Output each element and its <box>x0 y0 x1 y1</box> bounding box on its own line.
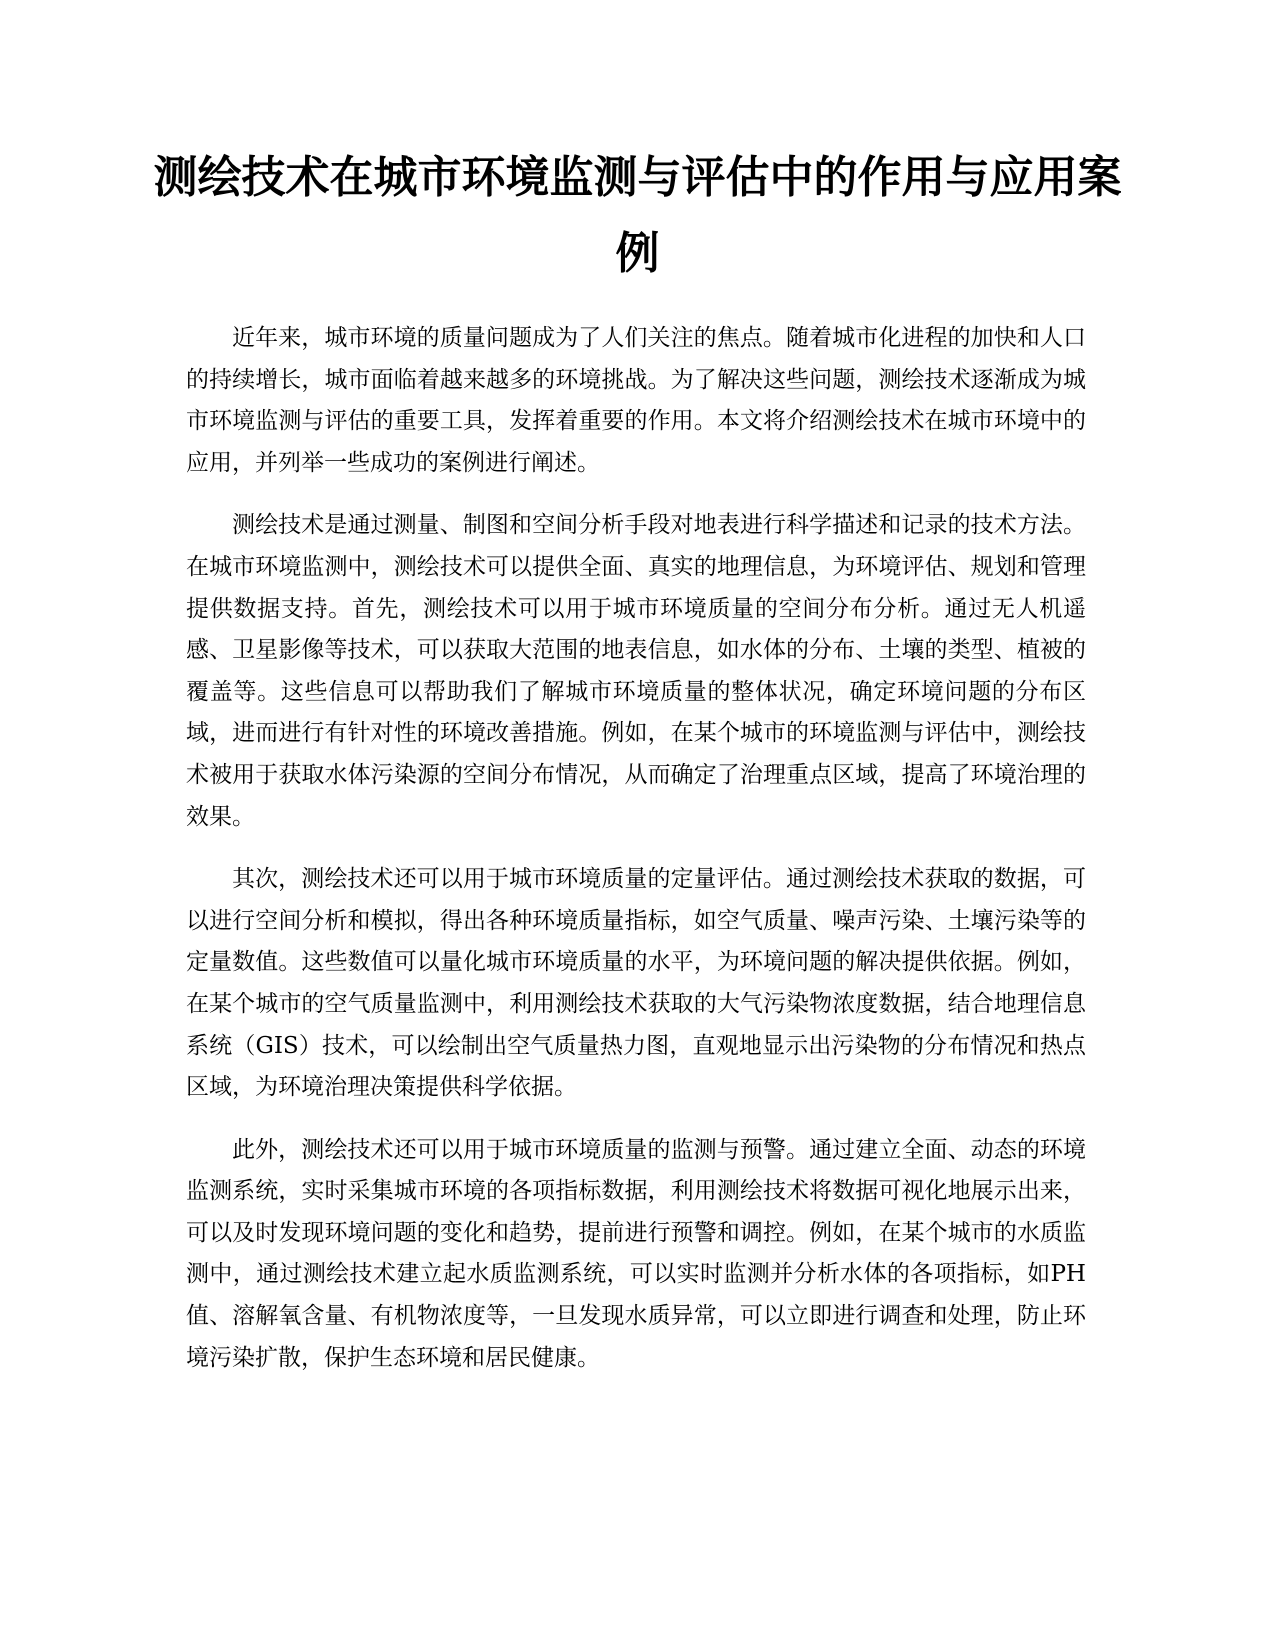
paragraph-definition: 测绘技术是通过测量、制图和空间分析手段对地表进行科学描述和记录的技术方法。在城市环境监测中，测绘技术可以提供全面、真实的地理信息，为环境评估、规划和管理提供数据支持。首先，测绘技术可以用于城市环境质量的空间分布分析。通过无人机遥感、卫星影像等技术，可以获取大范围的地表信息，如水体的分布、土壤的类型、植被的覆盖等。这些信息可以帮助我们了解城市环境质量的整体状况，确定环境问题的分布区域，进而进行有针对性的环境改善措施。例如，在某个城市的环境监测与评估中，测绘技术被用于获取水体污染源的空间分布情况，从而确定了治理重点区域，提高了环境治理的效果。 <box>186 512 1086 830</box>
paragraph-quantitative: 其次，测绘技术还可以用于城市环境质量的定量评估。通过测绘技术获取的数据，可以进行空间分析和模拟，得出各种环境质量指标，如空气质量、噪声污染、土壤污染等的定量数值。这些数值可以量化城市环境质量的水平，为环境问题的解决提供依据。例如，在某个城市的空气质量监测中，利用测绘技术获取的大气污染物浓度数据，结合地理信息系统（GIS）技术，可以绘制出空气质量热力图，直观地显示出污染物的分布情况和热点区域，为环境治理决策提供科学依据。 <box>186 866 1086 1101</box>
paragraph-monitoring: 此外，测绘技术还可以用于城市环境质量的监测与预警。通过建立全面、动态的环境监测系统，实时采集城市环境的各项指标数据，利用测绘技术将数据可视化地展示出来，可以及时发现环境问题的变化和趋势，提前进行预警和调控。例如，在某个城市的水质监测中，通过测绘技术建立起水质监测系统，可以实时监测并分析水体的各项指标，如PH值、溶解氧含量、有机物浓度等，一旦发现水质异常，可以立即进行调查和处理，防止环境污染扩散，保护生态环境和居民健康。 <box>186 1136 1086 1371</box>
document-body <box>186 318 1086 1400</box>
paragraph-intro: 近年来，城市环境的质量问题成为了人们关注的焦点。随着城市化进程的加快和人口的持续增长，城市面临着越来越多的环境挑战。为了解决这些问题，测绘技术逐渐成为城市环境监测与评估的重要工具，发挥着重要的作用。本文将介绍测绘技术在城市环境中的应用，并列举一些成功的案例进行阐述。 <box>186 325 1086 476</box>
document-title: 测绘技术在城市环境监测与评估中的作用与应用案例 <box>153 152 1122 279</box>
